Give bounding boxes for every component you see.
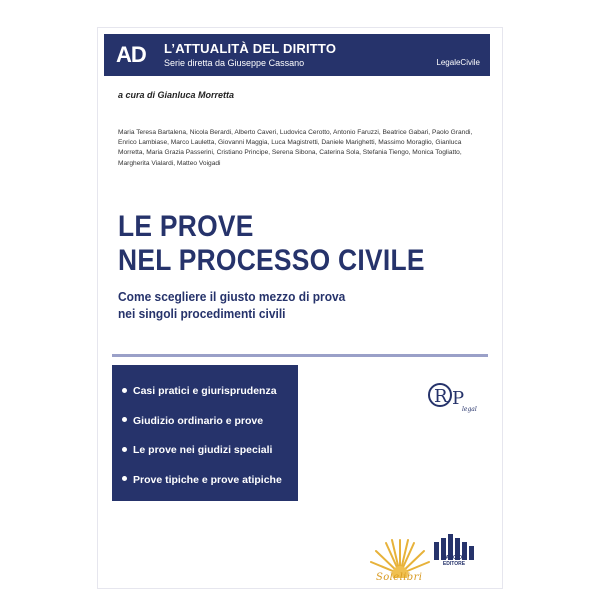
feature-item: Prove tipiche e prove atipiche <box>122 466 282 496</box>
svg-text:R: R <box>434 386 448 407</box>
feature-box <box>112 365 298 501</box>
feature-item: Le prove nei giudizi speciali <box>122 436 282 466</box>
book-subtitle-line-1: Come scegliere il giusto mezzo di prova <box>118 289 346 304</box>
bullet-icon <box>122 447 127 452</box>
rp-legal-logo <box>426 378 482 414</box>
bullet-icon <box>122 417 127 422</box>
divider <box>112 354 488 357</box>
svg-text:P: P <box>452 388 465 409</box>
imprint-label: LegaleCivile <box>436 58 480 67</box>
book-subtitle <box>118 288 345 322</box>
bullet-icon <box>122 388 127 393</box>
seller-watermark: Solelibri <box>376 572 423 583</box>
bullet-icon <box>122 476 127 481</box>
authors-list: Maria Teresa Bartalena, Nicola Berardi, Alberto Caveri, Ludovica Cerotto, Antonio Faruzzi, Beatrice Gabari, Paolo Grandi, Enrico Lambiase, Marco Lauletta, Giovanni Maggia, Luca Magistretti, Daniele Marighetti, Massimo Moraglio, Gianluca Morretta, Maria Grazia Passerini, Cristiano Principe, Serena Sibona, Caterina Sola, Stefania Tiengo, Monica Togliatto, Margherita Vialardi, Matteo Voigadi <box>118 129 473 167</box>
editor-credit: a cura di Gianluca Morretta <box>118 90 235 100</box>
publisher-name: MAGGIOLI EDITORE <box>441 555 467 567</box>
feature-list <box>122 377 282 495</box>
book-title <box>118 210 444 278</box>
feature-item: Giudizio ordinario e prove <box>122 407 282 437</box>
book-title-line-2: NEL PROCESSO CIVILE <box>118 244 425 277</box>
series-logo: AD <box>116 42 146 67</box>
series-header <box>104 34 490 76</box>
series-title: L’ATTUALITÀ DEL DIRITTO <box>164 41 337 56</box>
book-subtitle-line-2: nei singoli procedimenti civili <box>118 306 286 321</box>
svg-text:legal: legal <box>462 406 477 413</box>
feature-item: Casi pratici e giurisprudenza <box>122 377 282 407</box>
series-subtitle: Serie diretta da Giuseppe Cassano <box>164 58 305 68</box>
book-title-line-1: LE PROVE <box>118 210 254 243</box>
